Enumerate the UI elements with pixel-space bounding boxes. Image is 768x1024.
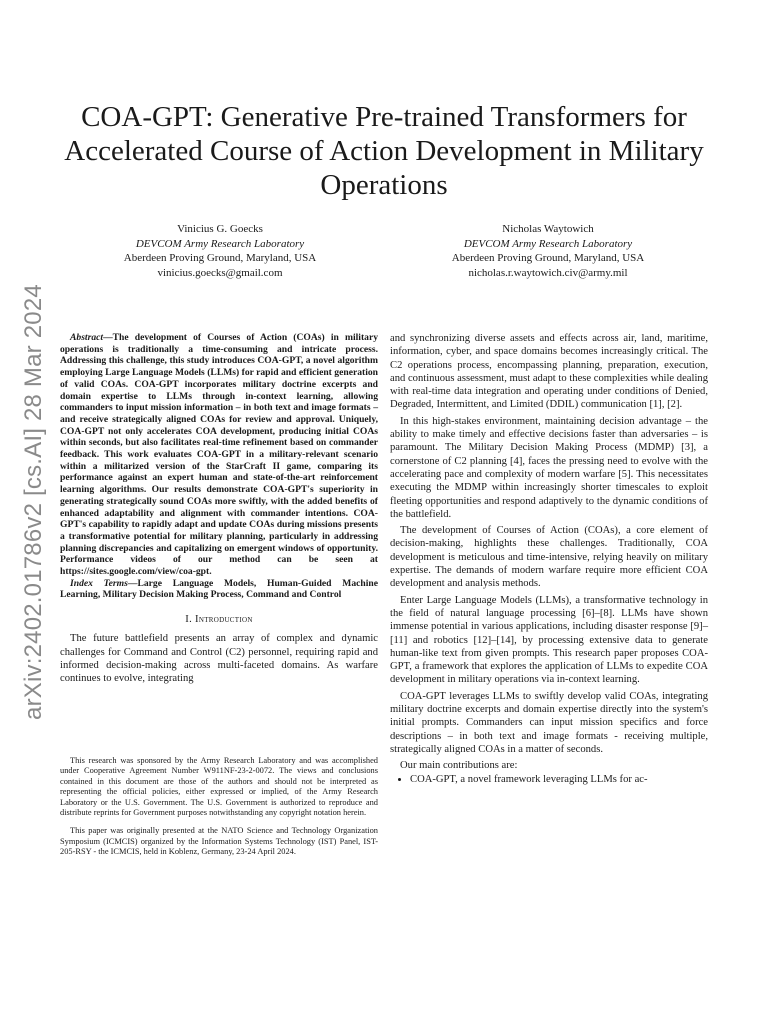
body-paragraph: The development of Courses of Action (COAs), a core element of decision-making, highlights these challenges. Traditionally, COA development is meticulous and time-intensive, relying heavily on military expertise. The demands of modern warfare require more efficient COA development and analysis methods. [390, 525, 708, 590]
body-paragraph: Our main contributions are: [400, 760, 518, 772]
author-affiliation: DEVCOM Army Research Laboratory [135, 237, 305, 250]
abstract-text: —The development of Courses of Action (COAs) in military operations is traditionally a time-consuming and intricate process. Addressing this challenge, this study introduces COA-GPT, a novel algorithm employing Large Language Models (LLMs) for rapid and efficient generation of valid COAs. COA-GPT incorporates military doctrine excerpts and domain expertise to LLMs through in-context learning, allowing commanders to input mission information – in both text and image formats – and receive strategically aligned COAs for review and approval. Uniquely, COA-GPT not only accelerates COA development, producing initial COAs within seconds, but also facilitates real-time refinement based on commander feedback. This work evaluates COA-GPT in a military-relevant scenario within a militarized version of the StarCraft II game, comparing its performance against an expert human and state-of-the-art reinforcement learning algorithms. Our results demonstrate COA-GPT's superiority in generating strategically sound COAs more swiftly, with the added benefits of enhanced adaptability and alignment with commander intentions. COA-GPT's capability to rapidly adapt and update COAs during missions presents a transformative potential for military planning, particularly in addressing planning discrepancies and capitalizing on emergent windows of opportunity. Performance videos of our method can be seen at https://sites.google.com/view/coa-gpt. [60, 332, 378, 578]
author-block-2 [388, 222, 708, 280]
intro-paragraph: The future battlefield presents an array of complex and dynamic challenges for Command and Control (C2) personnel, requiring rapid and informed decision-making across multi-faceted domains. As warfare continues to evolve, integrating [60, 633, 378, 685]
footnote-funding: This research was sponsored by the Army Research Laboratory and was accomplished under Cooperative Agreement Number W911NF-23-2-0072. The views and conclusions contained in this document are those of the authors and should not be interpreted as representing the official policies, either expressed or implied, of the Army Research Laboratory or the U.S. Government. The U.S. Government is authorized to reproduce and distribute reprints for Government purposes notwithstanding any copyright notation herein. [60, 756, 378, 818]
author-location: Aberdeen Proving Ground, Maryland, USA [451, 252, 645, 264]
body-paragraph: Enter Large Language Models (LLMs), a transformative technology in the field of natural language processing [6]–[8]. LLMs have shown immense potential in various applications, including disaster response [9]–[11] and robotics [12]–[14], by processing extensive data to generate human-like text from given prompts. This research paper proposes COA-GPT, a framework that explores the application of LLMs to expedite COA development in military operations via in-context learning. [390, 594, 708, 686]
footnotes [60, 756, 378, 858]
paper-title: COA-GPT: Generative Pre-trained Transformers for Accelerated Course of Action Development in Military Operations [64, 101, 704, 201]
section-heading [60, 613, 378, 626]
left-column [60, 332, 378, 686]
author-email: nicholas.r.waytowich.civ@army.mil [468, 266, 628, 279]
author-name: Vinicius G. Goecks [177, 223, 263, 235]
author-name: Nicholas Waytowich [502, 223, 594, 235]
author-email: vinicius.goecks@gmail.com [157, 266, 283, 279]
contributions-list [390, 773, 708, 786]
abstract [60, 332, 378, 578]
arxiv-identifier [14, 284, 54, 720]
author-block-1 [60, 222, 380, 280]
right-column [390, 332, 708, 786]
index-terms-label: Index Terms [70, 577, 128, 589]
body-paragraph: and synchronizing diverse assets and effects across air, land, maritime, information, cyber, and space domains becomes increasingly critical. The C2 operations process, encompassing planning, preparation, execution, and continuous assessment, must adapt to these complexities while dealing with real-time data integration and operating under conditions of Denied, Degraded, Intermittent, and Limited (DDIL) communication [1], [2]. [390, 333, 708, 411]
index-terms-text: —Large Language Models, Human-Guided Machine Learning, Military Decision Making Process, Command and Control [60, 577, 378, 601]
section-number: I. [185, 614, 196, 626]
author-affiliation: DEVCOM Army Research Laboratory [463, 237, 633, 250]
index-terms [60, 578, 378, 601]
section-title-text: Introduction [195, 614, 253, 626]
author-location: Aberdeen Proving Ground, Maryland, USA [123, 252, 317, 264]
arxiv-id-text: arXiv:2402.01786v2 [cs.AI] 28 Mar 2024 [20, 284, 47, 720]
body-paragraph: In this high-stakes environment, maintaining decision advantage – the ability to make timely and effective decisions faster than adversaries – is paramount. The Military Decision Making Process (MDMP) [3], a cornerstone of C2 planning [4], faces the pressing need to evolve with the accelerating pace and complexity of modern warfare [5]. This necessitates executing the MDMP within increasingly shorter timescales to exploit fleeting opportunities and respond adaptively to the dynamic conditions of the battlefield. [390, 415, 708, 520]
abstract-label: Abstract [70, 332, 104, 343]
footnote-presentation: This paper was originally presented at the NATO Science and Technology Organization Symposium (ICMCIS) organized by the Information Systems Technology (IST) Panel, IST-205-RSY - the ICMCIS, held in Koblenz, Germany, 23-24 April 2024. [60, 826, 378, 857]
body-paragraph: COA-GPT leverages LLMs to swiftly develop valid COAs, integrating military doctrine excerpts and domain expertise directly into the system's initial prompts. Commanders can input mission specifics and force descriptions – in both text and image formats - receiving multiple, strategically aligned COAs in a matter of seconds. [390, 690, 708, 755]
list-item: • COA-GPT, a novel framework leveraging LLMs for ac- [410, 773, 708, 786]
